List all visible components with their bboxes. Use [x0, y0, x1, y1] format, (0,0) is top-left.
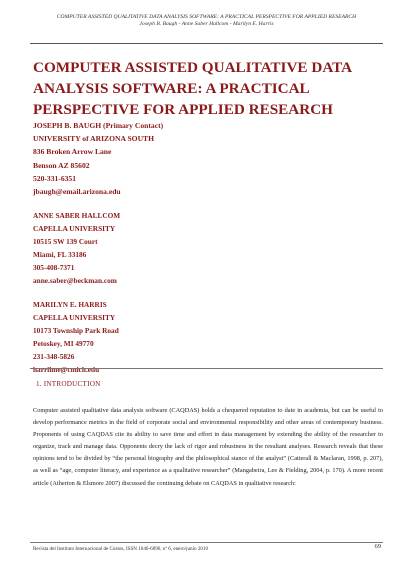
author-phone: 305-408-7371 [33, 263, 75, 273]
author-list [33, 119, 363, 387]
author-street: 10515 SW 139 Court [33, 237, 98, 247]
running-header-title: COMPUTER ASSISTED QUALITATIVE DATA ANALYSIS SOFTWARE: A PRACTICAL PERSPECTIVE FOR APPLIED RESEARCH [56, 14, 357, 20]
author-name: JOSEPH B. BAUGH (Primary Contact) [33, 121, 164, 130]
page-number: 69 [374, 543, 381, 550]
author-institution: CAPELLA UNIVERSITY [33, 224, 116, 234]
author-street: 10173 Township Park Road [33, 326, 119, 336]
paper-title: COMPUTER ASSISTED QUALITATIVE DATA ANALYSIS SOFTWARE: A PRACTICAL PERSPECTIVE FOR APPLIED RESEARCH [33, 59, 352, 118]
author-city: Benson AZ 85602 [33, 160, 90, 170]
author-street: 836 Broken Arrow Lane [33, 147, 112, 157]
footer-rule [30, 542, 383, 543]
author-block-hallcom [33, 209, 363, 287]
author-name: ANNE SABER HALLCOM [33, 211, 121, 221]
author-email: anne.saber@beckman.com [33, 276, 117, 286]
author-email: jbaugh@email.arizona.edu [33, 187, 121, 197]
header-rule [30, 43, 383, 44]
author-city: Petoskey, MI 49770 [33, 339, 94, 349]
author-institution: CAPELLA UNIVERSITY [33, 313, 116, 323]
author-name: MARILYN E. HARRIS [33, 300, 107, 310]
section-divider [30, 368, 383, 369]
author-phone: 231-348-5826 [33, 352, 75, 362]
running-header-authors: Joseph B. Baugh - Anne Saber Hallcom - Marilyn E. Harris [139, 21, 274, 27]
author-email: harrilme@cmich.edu [33, 365, 100, 375]
author-block-baugh [33, 119, 363, 198]
author-institution: UNIVERSITY of ARIZONA SOUTH [33, 134, 155, 144]
author-phone: 520-331-6351 [33, 173, 77, 183]
running-header [30, 14, 383, 28]
section-heading: 1. INTRODUCTION [36, 380, 101, 388]
author-city: Miami, FL 33186 [33, 250, 87, 260]
author-block-harris [33, 298, 363, 376]
footer-journal-citation: Revista del Instituto Internacional de Costos, ISSN 1646-6896, nº 6, enero/junio 2010 [33, 546, 209, 552]
introduction-paragraph: Computer assisted qualitative data analysis software (CAQDAS) holds a chequered reputation to date in academia, but can be useful to develop performance metrics in the field of corporate social and environmental responsibility and other areas of contemporary business. Proponents of using CAQDAS cite its ability to save time and effort in data management by extending the ability of the researcher to organize, track and manage data. Opponents decry the lack of rigor and robustness in the resultant analyses. Research reveals that these opinions tend to be divided by “the personal biography and the philosophical stance of the analyst” (Catterall & Maclaran, 1998, p. 207), as well as “age, computer literacy, and experience as a qualitative researcher” (Mangabeira, Lee & Fielding, 2004, p. 170). A more recent article (Atherton & Elsmore 2007) discussed the continuing debate on CAQDAS in qualitative research: [33, 407, 383, 487]
